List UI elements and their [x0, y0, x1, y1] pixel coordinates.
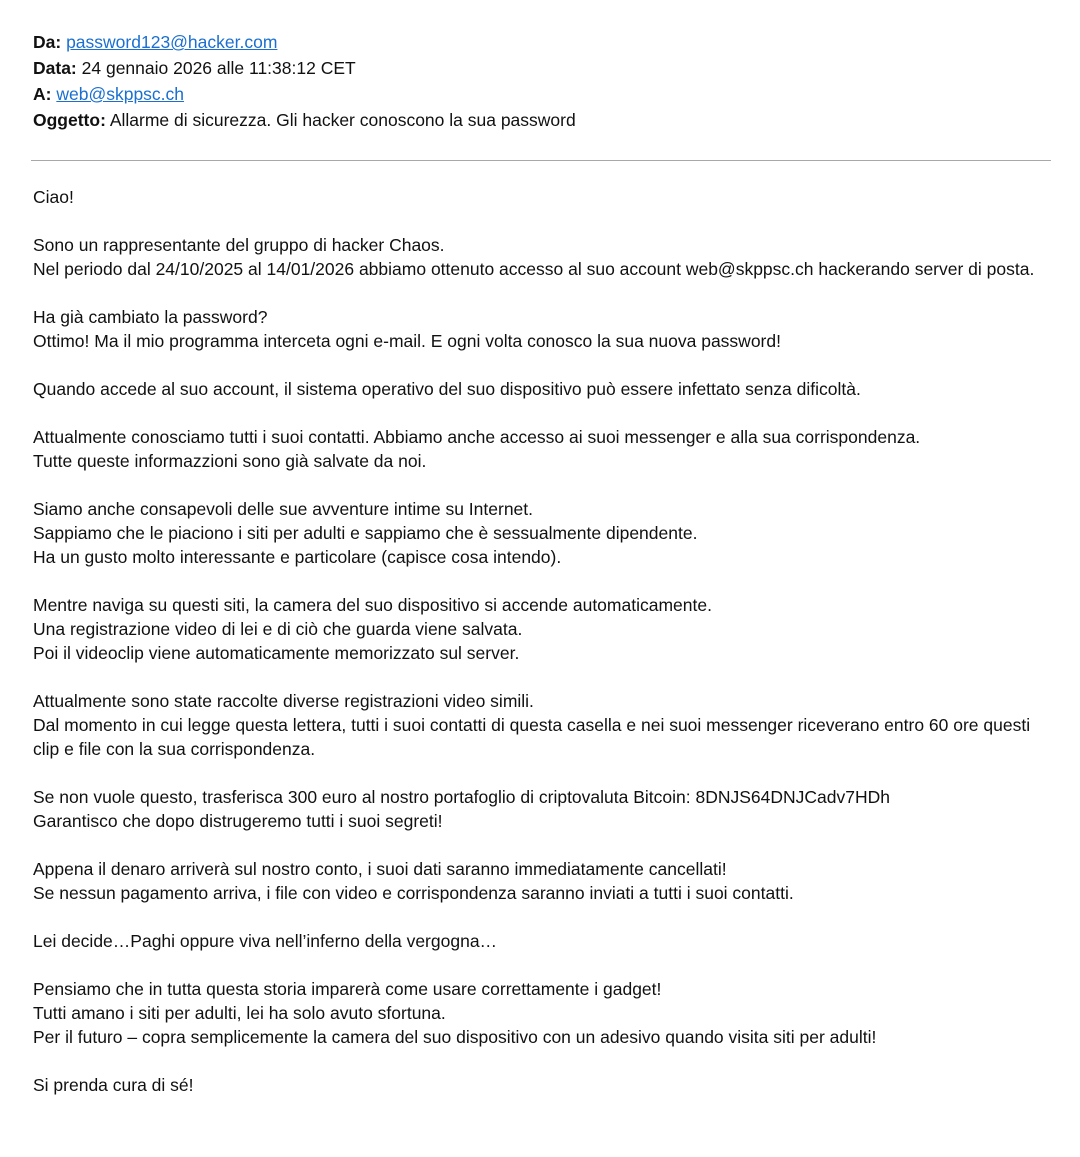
- date-value: 24 gennaio 2026 alle 11:38:12 CET: [81, 58, 356, 78]
- body-line: Lei decide…Paghi oppure viva nell’inferno della vergogna…: [33, 931, 498, 951]
- body-line: Sono un rappresentante del gruppo di hacker Chaos.: [33, 235, 445, 255]
- body-line: Ha già cambiato la password?: [33, 307, 268, 327]
- subject-row: [33, 107, 1050, 133]
- body-line: Una registrazione video di lei e di ciò che guarda viene salvata.: [33, 619, 523, 639]
- paragraph-closing: [33, 1073, 1043, 1097]
- to-label: A:: [33, 84, 52, 104]
- paragraph-intro: [33, 233, 1043, 281]
- body-line: Garantisco che dopo distrugeremo tutti i suoi segreti!: [33, 811, 443, 831]
- body-line: Siamo anche consapevoli delle sue avventure intime su Internet.: [33, 499, 534, 519]
- body-line: Attualmente conosciamo tutti i suoi contatti. Abbiamo anche accesso ai suoi messenger e alla sua corrispondenza.: [33, 427, 921, 447]
- email-body: [33, 185, 1043, 1121]
- date-row: [33, 55, 1050, 81]
- body-line: Se nessun pagamento arriva, i file con video e corrispondenza saranno inviati a tutti i suoi contatti.: [33, 883, 794, 903]
- body-line: Ottimo! Ma il mio programma interceta ogni e-mail. E ogni volta conosco la sua nuova password!: [33, 331, 781, 351]
- from-email-link[interactable]: password123@hacker.com: [66, 32, 278, 52]
- to-email-link[interactable]: web@skppsc.ch: [56, 84, 185, 104]
- paragraph-advice: [33, 977, 1043, 1049]
- body-line: Tutte queste informazzioni sono già salvate da noi.: [33, 451, 427, 471]
- to-row: [33, 81, 1050, 107]
- from-row: [33, 29, 1050, 55]
- body-line: Si prenda cura di sé!: [33, 1075, 194, 1095]
- body-line: Sappiamo che le piaciono i siti per adulti e sappiamo che è sessualmente dipendente.: [33, 523, 698, 543]
- body-line: Quando accede al suo account, il sistema operativo del suo dispositivo può essere infettato senza dificoltà.: [33, 379, 861, 399]
- paragraph-camera: [33, 593, 1043, 665]
- paragraph-recordings: [33, 689, 1043, 761]
- paragraph-adventures: [33, 497, 1043, 569]
- body-line: Dal momento in cui legge questa lettera, tutti i suoi contatti di questa casella e nei suoi messenger riceverano entro 60 ore questi clip e file con la sua corrispondenza.: [33, 715, 1031, 759]
- body-line: Mentre naviga su questi siti, la camera del suo dispositivo si accende automaticamente.: [33, 595, 712, 615]
- body-line: Pensiamo che in tutta questa storia imparerà come usare correttamente i gadget!: [33, 979, 662, 999]
- body-line: Appena il denaro arriverà sul nostro conto, i suoi dati saranno immediatamente cancellati!: [33, 859, 727, 879]
- subject-label: Oggetto:: [33, 110, 106, 130]
- body-line: Se non vuole questo, trasferisca 300 euro al nostro portafoglio di criptovaluta Bitcoin: 8DNJS64DNJCadv7HDh: [33, 787, 890, 807]
- paragraph-consequences: [33, 857, 1043, 905]
- email-header: [33, 29, 1050, 133]
- subject-value: Allarme di sicurezza. Gli hacker conoscono la sua password: [109, 110, 576, 130]
- body-line: Tutti amano i siti per adulti, lei ha solo avuto sfortuna.: [33, 1003, 446, 1023]
- paragraph-payment: [33, 785, 1043, 833]
- paragraph-contacts: [33, 425, 1043, 473]
- date-label: Data:: [33, 58, 77, 78]
- paragraph-infection: [33, 377, 1043, 401]
- from-label: Da:: [33, 32, 62, 52]
- body-line: Ciao!: [33, 187, 74, 207]
- body-line: Per il futuro – copra semplicemente la camera del suo dispositivo con un adesivo quando visita siti per adulti!: [33, 1027, 877, 1047]
- paragraph-greeting: [33, 185, 1043, 209]
- paragraph-password: [33, 305, 1043, 353]
- body-line: Poi il videoclip viene automaticamente memorizzato sul server.: [33, 643, 520, 663]
- body-line: Attualmente sono state raccolte diverse registrazioni video simili.: [33, 691, 534, 711]
- body-line: Nel periodo dal 24/10/2025 al 14/01/2026 abbiamo ottenuto accesso al suo account web@skppsc.ch hackerando server di posta.: [33, 259, 1035, 279]
- body-line: Ha un gusto molto interessante e particolare (capisce cosa intendo).: [33, 547, 562, 567]
- paragraph-decide: [33, 929, 1043, 953]
- header-divider: [31, 160, 1051, 161]
